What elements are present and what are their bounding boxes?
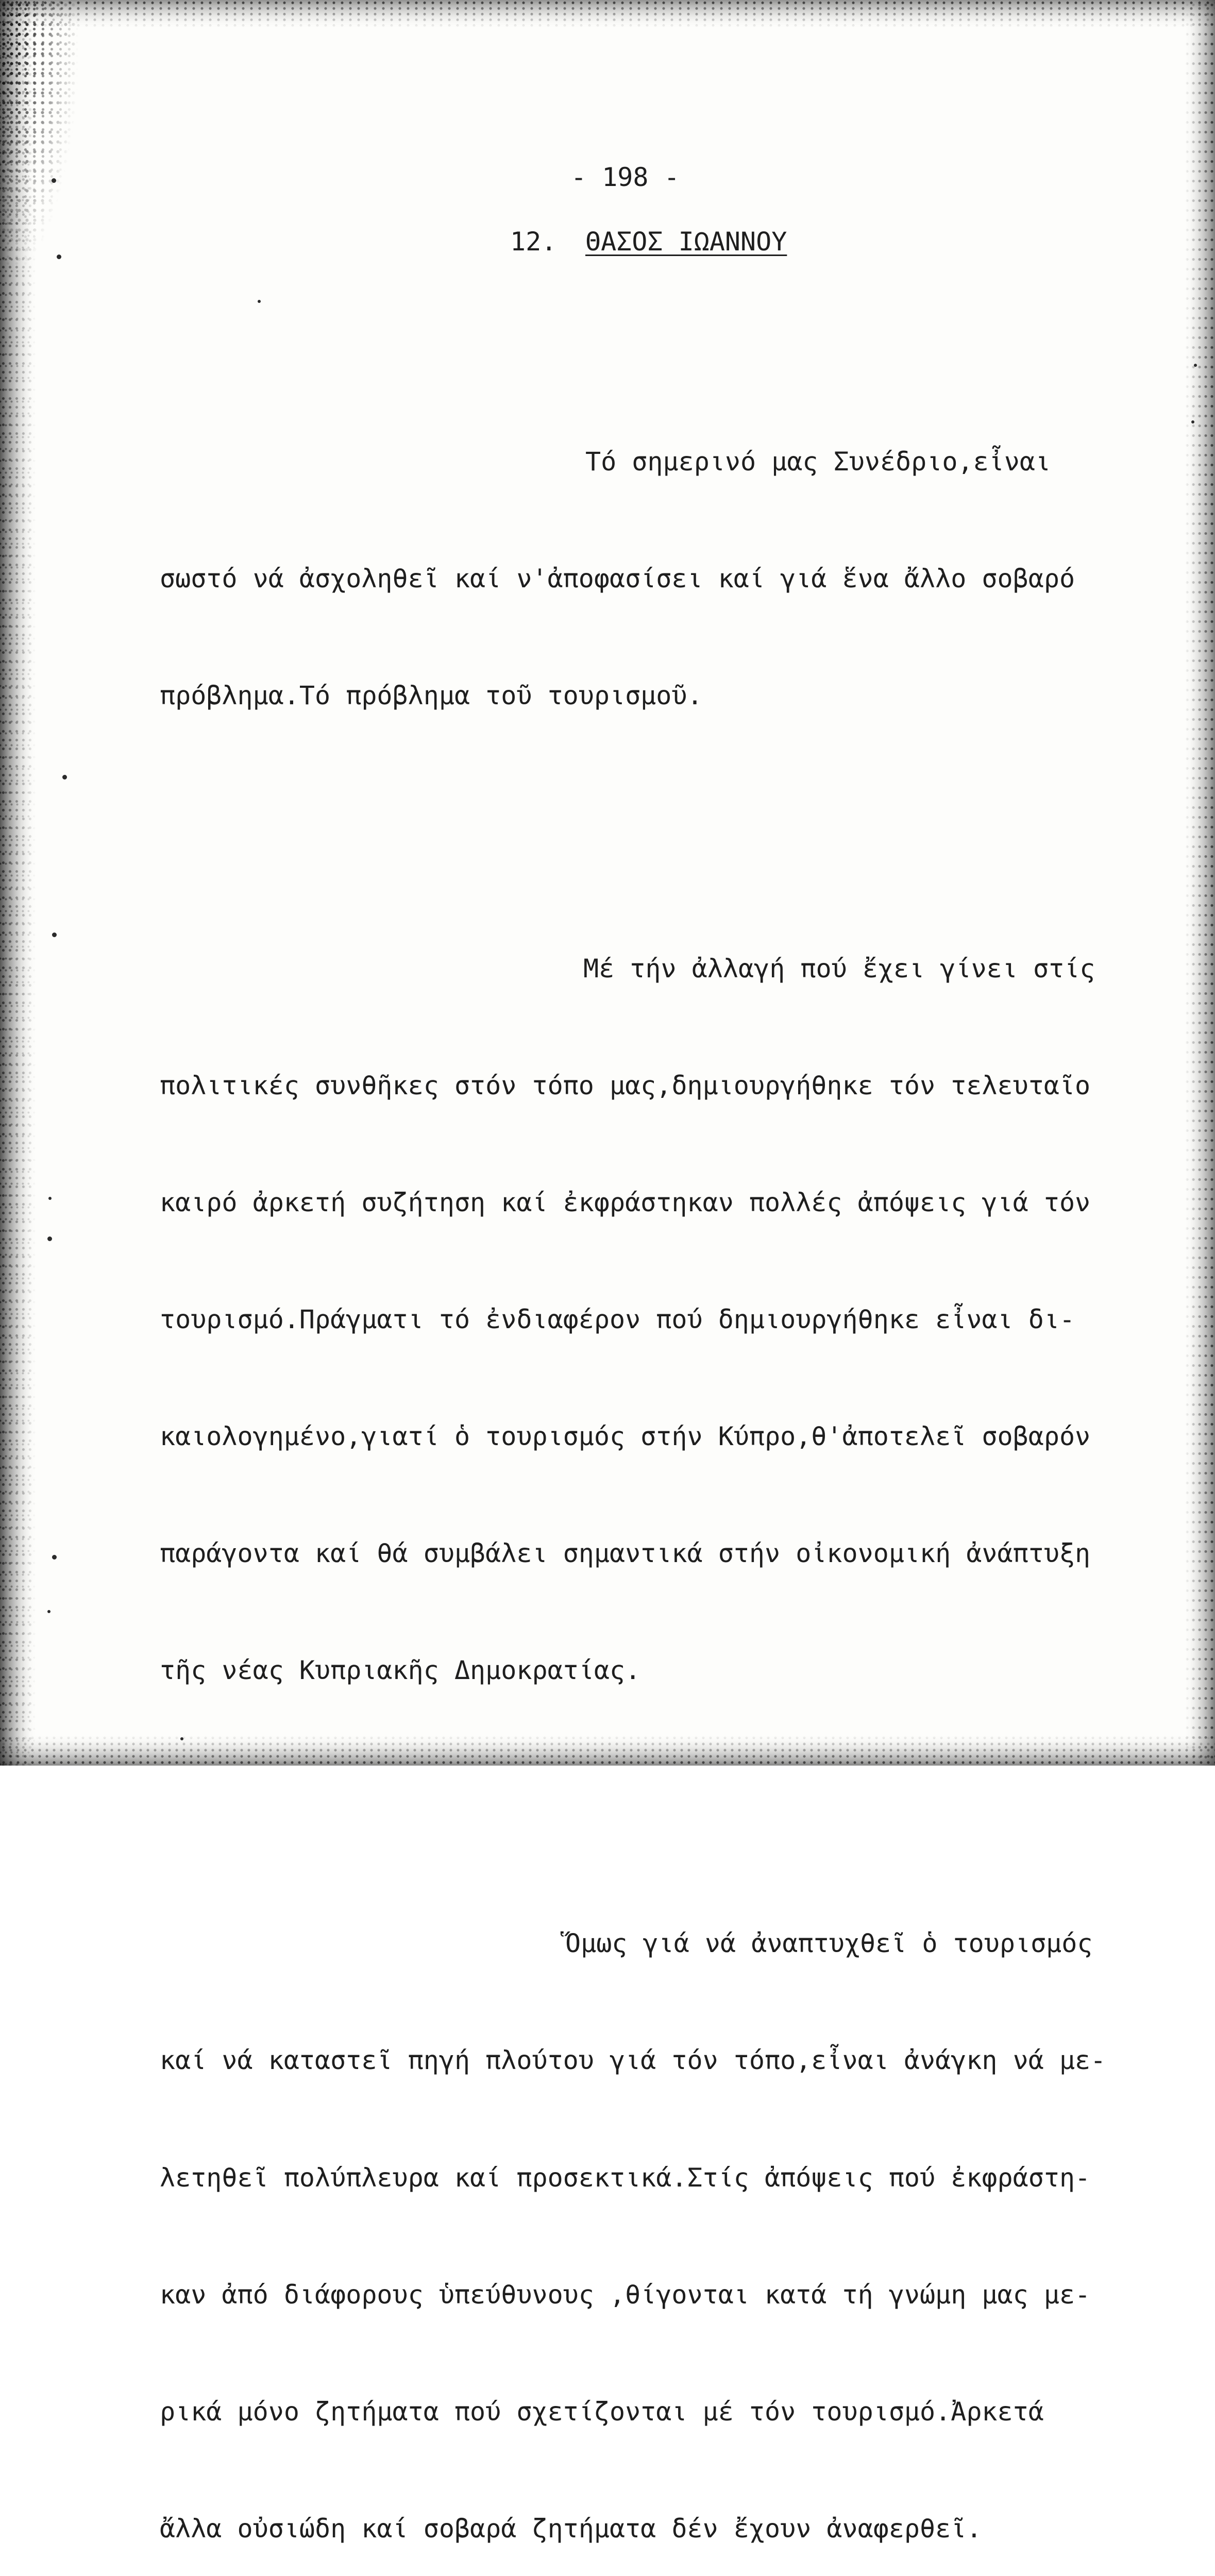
text-line: παράγοντα καί θά συμβάλει σημαντικά στήν οἰκονομική ἀνάπτυξη	[160, 1538, 1091, 1569]
scan-speck	[48, 1197, 52, 1200]
paragraph	[160, 872, 1170, 1769]
body-text	[160, 286, 1170, 2576]
text-line: Τό σημερινό μας Συνέδριο,εἶναι	[585, 446, 1051, 477]
scan-speck	[57, 255, 61, 259]
text-line: πολιτικές συνθῆκες στόν τόπο μας,δημιουργήθηκε τόν τελευταῖο	[160, 1071, 1091, 1100]
scan-speck	[62, 775, 67, 779]
text-line: καν ἀπό διάφορους ὑπεύθυνους ,θίγονται κατά τή γνώμη μας με-	[160, 2279, 1091, 2310]
text-line: σωστό νά ἀσχοληθεῖ καί ν'ἀποφασίσει καί γιά ἕνα ἄλλο σοβαρό	[160, 563, 1075, 594]
section-title: ΘΑΣΟΣ ΙΩΑΝΝΟΥ	[585, 227, 787, 257]
scan-speck	[47, 1236, 52, 1241]
page-number: - 198 -	[571, 162, 680, 192]
text-line: καί νά καταστεῖ πηγή πλούτου γιά τόν τόπο,εἶναι ἀνάγκη νά με-	[160, 2045, 1106, 2076]
scan-speck	[1191, 420, 1194, 423]
text-line: Ὅμως γιά νά ἀναπτυχθεῖ ὁ τουρισμός	[565, 1928, 1093, 1959]
scan-edge-left	[0, 0, 36, 1766]
paragraph	[160, 364, 1170, 793]
text-line: τουρισμό.Πράγματι τό ἐνδιαφέρον πού δημιουργήθηκε εἶναι δι-	[160, 1304, 1075, 1335]
text-line: καιολογημένο,γιατί ὁ τουρισμός στήν Κύπρο,θ'ἀποτελεῖ σοβαρόν	[160, 1421, 1091, 1452]
text-line: τῆς νέας Κυπριακῆς Δημοκρατίας.	[160, 1655, 641, 1686]
text-line: πρόβλημα.Τό πρόβλημα τοῦ τουρισμοῦ.	[160, 681, 703, 710]
text-line: ρικά μόνο ζητήματα πού σχετίζονται μέ τόν τουρισμό.Ἀρκετά	[160, 2396, 1044, 2427]
text-line: Μέ τήν ἀλλαγή πού ἔχει γίνει στίς	[583, 953, 1095, 984]
text-line: λετηθεῖ πολύπλευρα καί προσεκτικά.Στίς ἀπόψεις πού ἐκφράστη-	[160, 2162, 1091, 2193]
scan-edge-right	[1184, 0, 1215, 1766]
scan-speck	[52, 1555, 57, 1560]
scan-speck	[1194, 364, 1197, 367]
scan-speck	[47, 1610, 50, 1613]
text-line: ἄλλα οὐσιώδη καί σοβαρά ζητήματα δέν ἔχουν ἀναφερθεῖ.	[160, 2513, 982, 2544]
scan-edge-top	[0, 0, 1215, 28]
paragraph	[160, 1846, 1170, 2576]
section-number: 12.	[510, 227, 557, 257]
scan-speck	[52, 933, 57, 937]
text-line: καιρό ἀρκετή συζήτηση καί ἐκφράστηκαν πολλές ἀπόψεις γιά τόν	[160, 1188, 1091, 1218]
scan-edge-corner	[0, 0, 77, 268]
scan-speck	[52, 178, 56, 183]
